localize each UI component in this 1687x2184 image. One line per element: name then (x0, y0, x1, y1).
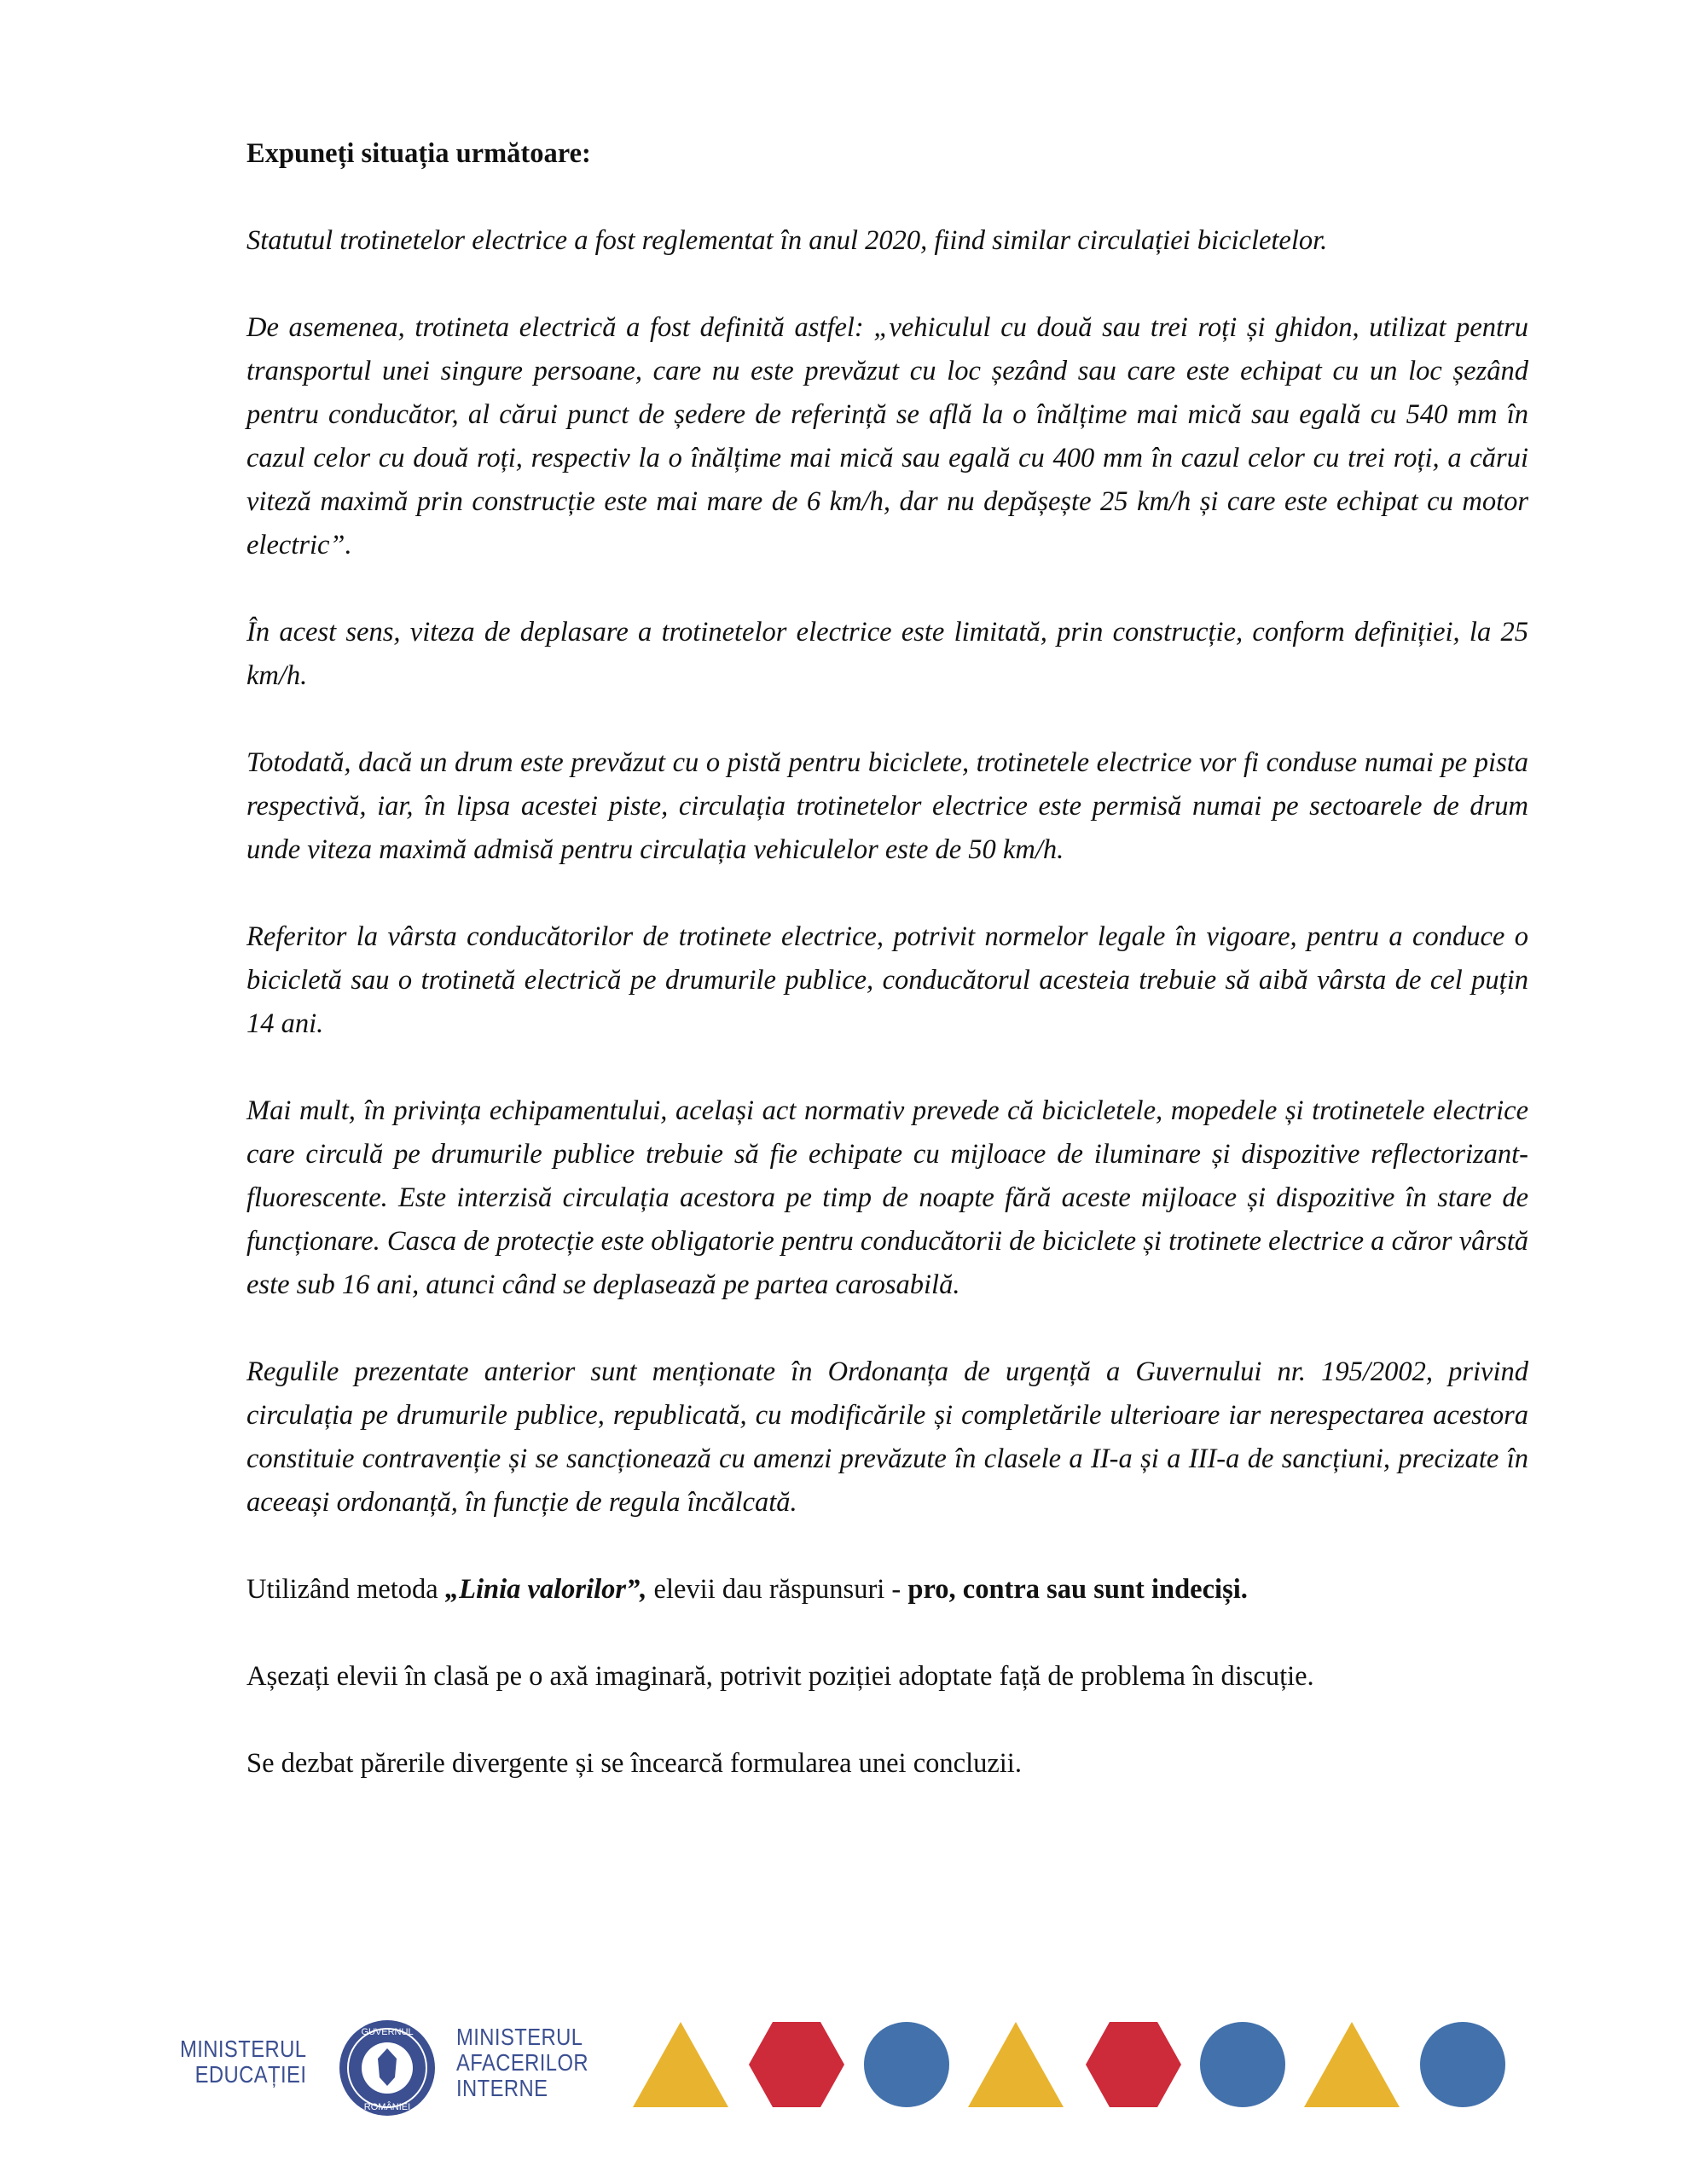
logo-text: MINISTERUL (179, 2036, 307, 2062)
ministry-internal-affairs-logo (456, 2024, 588, 2101)
blue-circle-icon (1420, 2022, 1505, 2107)
yellow-triangle-icon (1304, 2022, 1400, 2107)
method-prefix: Utilizând metoda (246, 1574, 445, 1605)
logo-text: EDUCAȚIEI (194, 2061, 307, 2088)
document-body (246, 132, 1528, 1829)
instruction-1: Așezați elevii în clasă pe o axă imaginară, potrivit poziției adoptate față de problema în discuție. (246, 1661, 1314, 1692)
paragraph-legal: Regulile prezentate anterior sunt menționate în Ordonanța de urgență a Guvernului nr. 195/2002, privind circulația pe drumurile publice, republicată, cu modificările și completările ulterioare iar nerespectarea acestora constituie contravenție și se sancționează cu amenzi prevăzute în clasele a II-a și a III-a de sancțiuni, precizate în aceeași ordonanță, în funcție de regula încălcată. (246, 1356, 1528, 1518)
method-middle: elevii dau răspunsuri - (646, 1574, 908, 1605)
method-paragraph (246, 1568, 1528, 1612)
paragraph-age: Referitor la vârsta conducătorilor de trotinete electrice, potrivit normelor legale în vigoare, pentru a conduce o bicicletă sau o trotinetă electrică pe drumurile publice, conducătorul acesteia trebuie să aibă vârsta de cel puțin 14 ani. (246, 921, 1528, 1039)
red-hexagon-icon (749, 2022, 844, 2107)
blue-circle-icon (864, 2022, 949, 2107)
logo-text: MINISTERUL (456, 2024, 583, 2050)
svg-text:GUVERNUL: GUVERNUL (361, 2027, 414, 2037)
blue-circle-icon (1200, 2022, 1285, 2107)
logo-text: AFACERILOR (456, 2049, 589, 2076)
svg-text:ROMÂNIEI: ROMÂNIEI (363, 2102, 411, 2112)
footer-logos (0, 2018, 1687, 2111)
yellow-triangle-icon (968, 2022, 1064, 2107)
instruction-2: Se dezbat părerile divergente și se încearcă formularea unei concluzii. (246, 1748, 1022, 1779)
ministry-education-logo (169, 2036, 306, 2088)
logo-text: INTERNE (456, 2075, 548, 2101)
paragraph-equipment: Mai mult, în privința echipamentului, același act normativ prevede că bicicletele, mopedele și trotinetele electrice care circulă pe drumurile publice trebuie să fie echipate cu mijloace de iluminare și dispozitive reflectorizant-fluorescente. Este interzisă circulația acestora pe timp de noapte fără aceste mijloace și dispozitive în stare de funcționare. Casca de protecție este obligatorie pentru conducătorii de biciclete și trotinete electrice a căror vârstă este sub 16 ani, atunci când se deplasează pe partea carosabilă. (246, 1095, 1528, 1300)
paragraph-speed: În acest sens, viteza de deplasare a trotinetelor electrice este limitată, prin construcție, conform definiției, la 25 km/h. (246, 617, 1528, 691)
heading: Expuneți situația următoare: (246, 138, 591, 169)
red-hexagon-icon (1086, 2022, 1181, 2107)
paragraph-bike-lane: Totodată, dacă un drum este prevăzut cu o pistă pentru biciclete, trotinetele electrice vor fi conduse numai pe pista respectivă, iar, în lipsa acestei piste, circulația trotinetelor electrice este permisă numai pe sectoarele de drum unde viteza maximă admisă pentru circulația vehiculelor este de 50 km/h. (246, 747, 1528, 865)
government-seal-icon (337, 2018, 438, 2118)
method-options: pro, contra sau sunt indeciși. (907, 1574, 1248, 1605)
method-name: „Linia valorilor”, (444, 1574, 647, 1605)
yellow-triangle-icon (633, 2022, 728, 2107)
paragraph-definition: De asemenea, trotineta electrică a fost definită astfel: „vehiculul cu două sau trei roți și ghidon, utilizat pentru transportul unei singure persoane, care nu este prevăzut cu loc șezând sau care este echipat cu un loc șezând pentru conducător, al cărui punct de ședere de referință se află la o înălțime mai mică sau egală cu 540 mm în cazul celor cu două roți, respectiv la o înălțime mai mică sau egală cu 400 mm în cazul celor cu trei roți, a cărui viteză maximă prin construcție este mai mare de 6 km/h, dar nu depășește 25 km/h și care este echipat cu motor electric”. (246, 312, 1528, 561)
paragraph-status: Statutul trotinetelor electrice a fost reglementat în anul 2020, fiind similar circulației bicicletelor. (246, 225, 1328, 256)
